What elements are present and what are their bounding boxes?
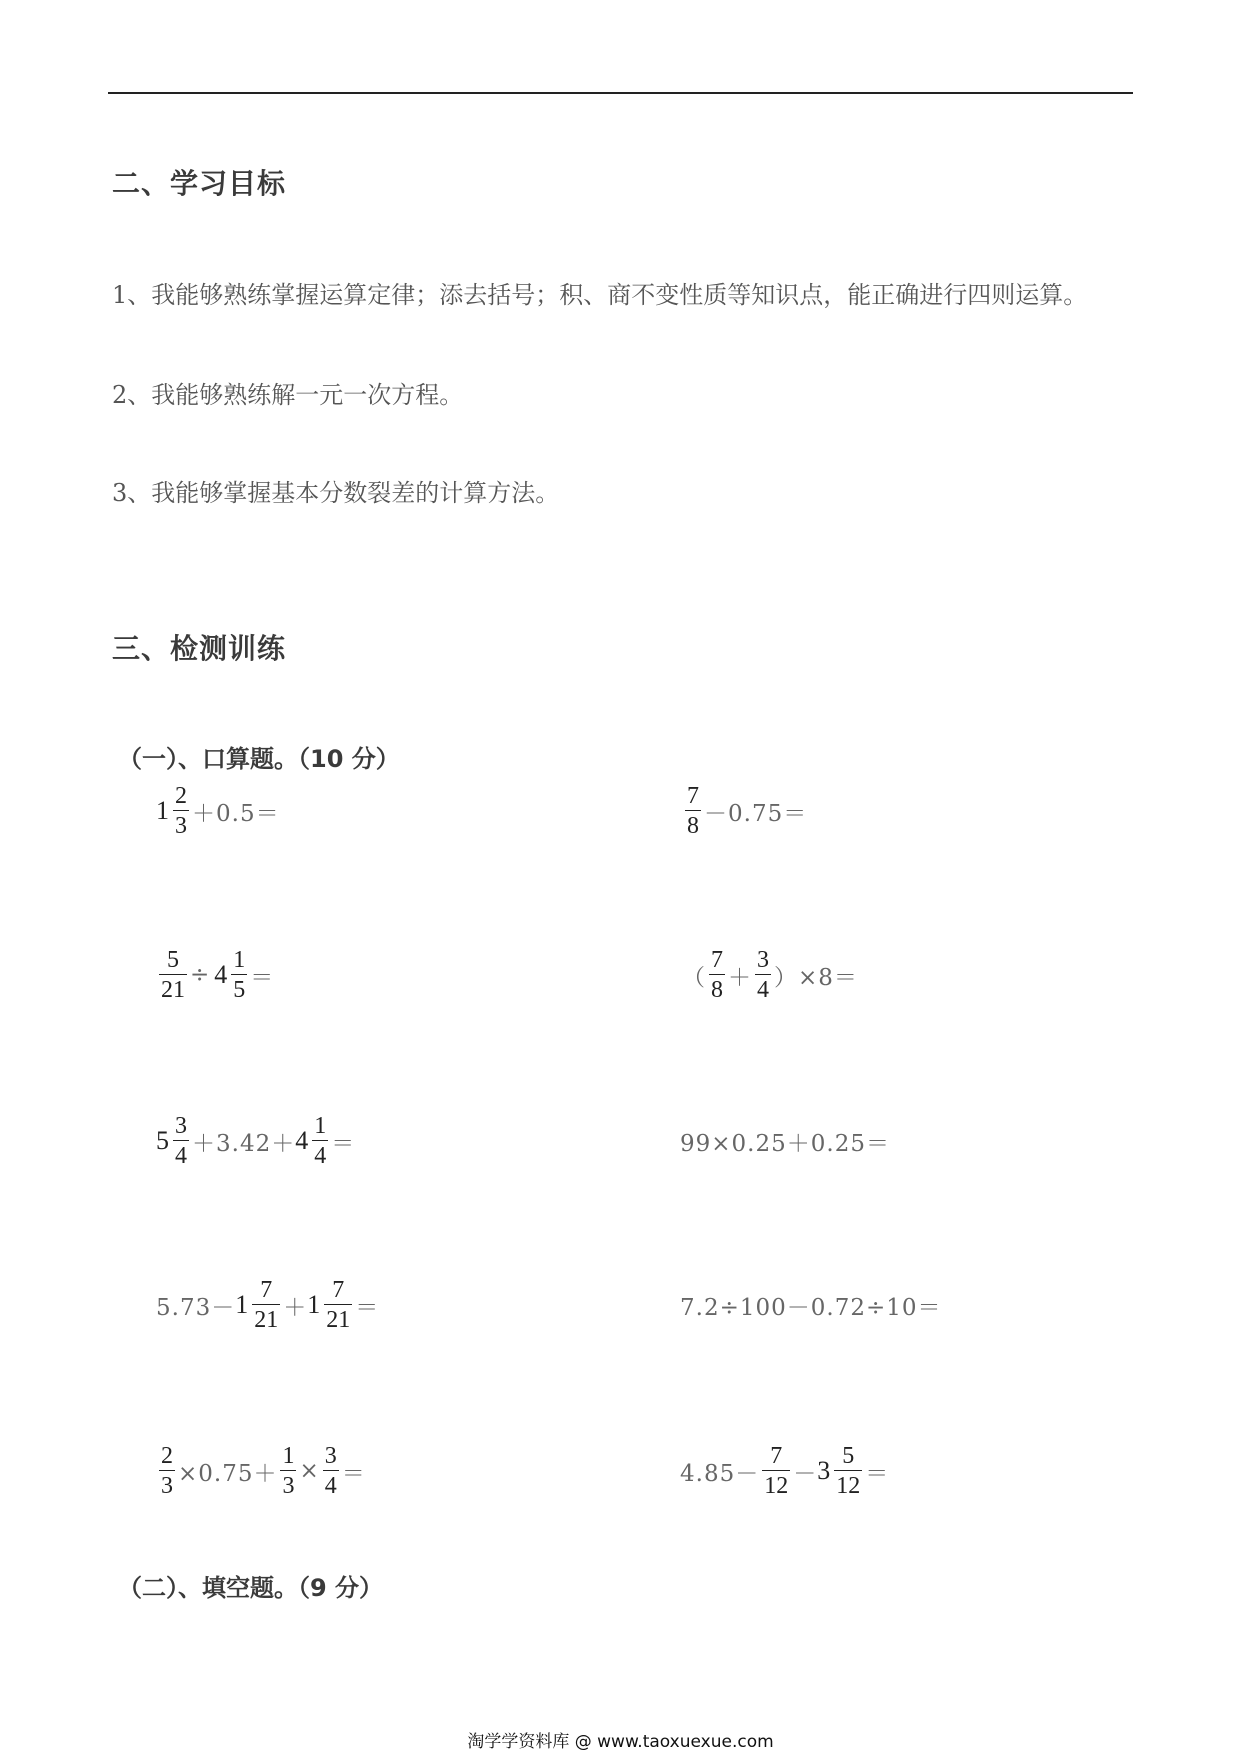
operator: － (793, 1460, 818, 1487)
fraction: 7 8 (687, 783, 699, 839)
part1-title: （一）、口算题。（10 分） (118, 745, 400, 773)
problem-7 (156, 1270, 379, 1340)
footer-watermark: 淘学学资料库 @ www.taoxuexue.com (467, 1732, 774, 1752)
problem-8 (680, 1270, 942, 1340)
fraction: 7 8 (711, 947, 723, 1003)
section-title-goals: 二、学习目标 (112, 167, 287, 200)
whole-number: 3 (817, 1456, 831, 1485)
expression-text: ＝ (250, 964, 275, 991)
fraction: 1 5 (233, 947, 246, 1003)
problem-1 (156, 776, 280, 846)
problem-2 (682, 776, 807, 846)
problem-9 (156, 1436, 366, 1506)
whole-number: 1 (307, 1290, 321, 1319)
problem-6 (680, 1106, 890, 1176)
header-rule (108, 92, 1133, 94)
fraction: 3 4 (324, 1443, 337, 1499)
goal-item-3: 3、我能够掌握基本分数裂差的计算方法。 (112, 479, 560, 507)
fraction: 3 4 (757, 947, 769, 1003)
fraction: 2 3 (175, 783, 187, 839)
expression-text: 4.85－ (680, 1460, 760, 1487)
problem-10 (680, 1436, 889, 1506)
fraction: 2 3 (161, 1443, 173, 1499)
expression-text: ）×8＝ (774, 964, 858, 991)
goal-item-2: 2、我能够熟练解一元一次方程。 (112, 381, 464, 409)
expression-text: ＝ (355, 1294, 380, 1321)
expression-text: －0.75＝ (704, 800, 808, 827)
fraction: 3 4 (175, 1113, 187, 1169)
whole-number: 4 (214, 960, 228, 989)
fraction: 5 12 (836, 1443, 861, 1499)
fraction: 1 3 (282, 1443, 295, 1499)
open-paren: （ (682, 964, 706, 991)
expression-text: ＋3.42＋ (192, 1130, 296, 1157)
whole-number: 1 (235, 1290, 249, 1319)
problem-3 (156, 940, 274, 1010)
fraction: 7 21 (326, 1277, 351, 1333)
operator: ＋ (283, 1294, 308, 1321)
problem-5 (156, 1106, 355, 1176)
expression-text: 5.73－ (156, 1294, 236, 1321)
expression-text: 99×0.25＋0.25＝ (680, 1130, 890, 1157)
operator: × (299, 1458, 320, 1484)
whole-number: 5 (156, 1126, 169, 1155)
expression-text: ＝ (331, 1130, 356, 1157)
goal-item-1: 1、我能够熟练掌握运算定律；添去括号；积、商不变性质等知识点，能正确进行四则运算。 (112, 281, 1088, 309)
fraction: 7 21 (254, 1277, 279, 1333)
operator: ÷ (190, 962, 211, 988)
fraction: 5 21 (161, 947, 185, 1003)
problem-4 (682, 940, 858, 1010)
part2-title: （二）、填空题。（9 分） (118, 1574, 384, 1602)
whole-number: 1 (156, 796, 169, 825)
operator: ＋ (728, 964, 752, 991)
expression-text: 7.2÷100－0.72÷10＝ (680, 1294, 942, 1321)
whole-number: 4 (295, 1126, 309, 1155)
expression-text: ＝ (865, 1460, 890, 1487)
fraction: 1 4 (314, 1113, 327, 1169)
section-title-training: 三、检测训练 (112, 632, 287, 665)
expression-text: ＋0.5＝ (192, 800, 280, 827)
expression-text: ＝ (341, 1460, 366, 1487)
fraction: 7 12 (764, 1443, 789, 1499)
expression-text: ×0.75＋ (178, 1460, 278, 1487)
